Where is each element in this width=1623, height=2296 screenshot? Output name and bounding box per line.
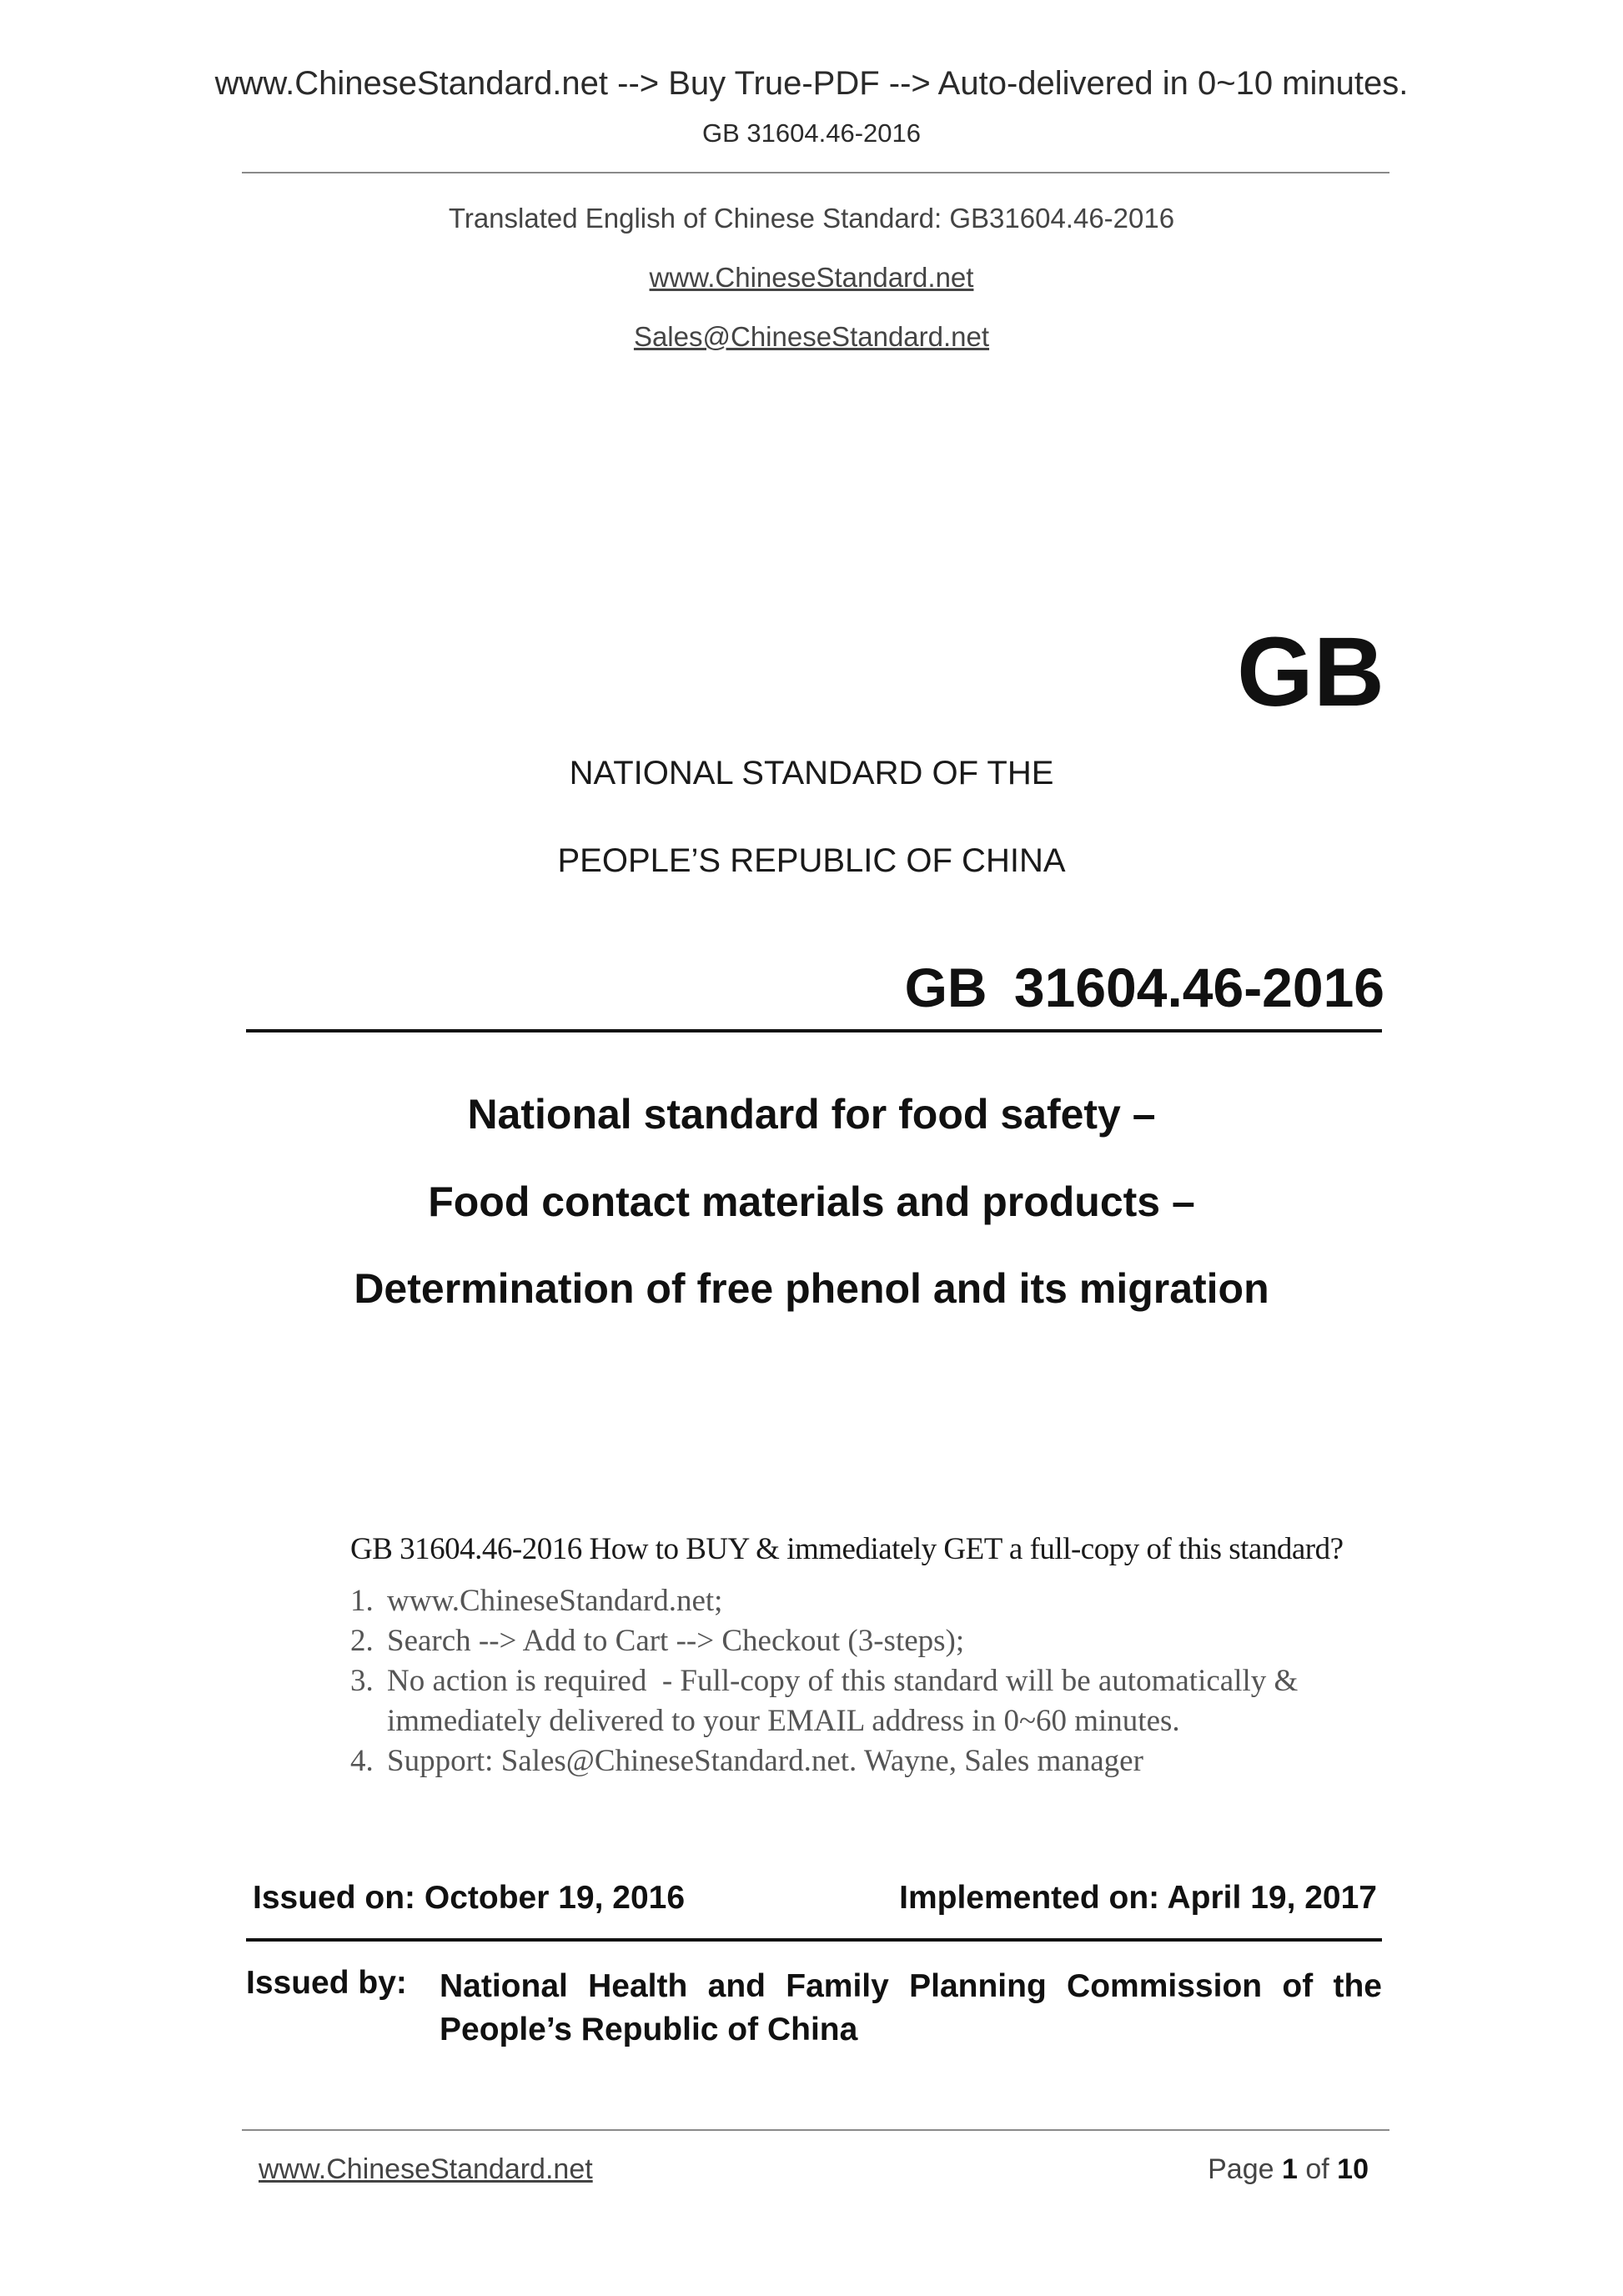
page-prefix: Page [1208,2153,1274,2185]
step-text: Support: Sales@ChineseStandard.net. Wayne, Sales manager [387,1744,1143,1778]
footer-website-link[interactable]: www.ChineseStandard.net [259,2153,593,2185]
standard-code: GB 31604.46-2016 [904,957,1384,1018]
implemented-on-date: Implemented on: April 19, 2017 [899,1880,1377,1916]
buy-steps-list [350,1581,1393,1781]
footer-link-wrap [259,2153,593,2186]
dates-divider [246,1938,1382,1942]
title-line1: National standard for food safety – [467,1091,1156,1138]
buy-step-3 [350,1661,1393,1701]
page-indicator [1084,2153,1369,2186]
step-text: www.ChineseStandard.net; [387,1584,723,1618]
issued-by-label: Issued by: [246,1965,407,2001]
buy-step-1 [350,1581,1393,1621]
website-link-wrap [0,262,1623,294]
step-text: No action is required - Full-copy of this standard will be automatically & [387,1664,1299,1698]
header-doc-code: GB 31604.46-2016 [702,118,921,148]
email-link[interactable]: Sales@ChineseStandard.net [633,321,990,352]
code-divider [246,1029,1382,1032]
header-divider [242,172,1389,173]
translated-line: Translated English of Chinese Standard: GB31604.46-2016 [448,203,1175,234]
issuer-line2: People’s Republic of China [440,2012,858,2047]
step-number: 4. [350,1744,374,1778]
issuer-line1: National Health and Family Planning Commission of the [440,1968,1382,2004]
header-banner: www.ChineseStandard.net --> Buy True-PDF --> Auto-delivered in 0~10 minutes. [214,65,1409,102]
national-standard-line2: PEOPLE’S REPUBLIC OF CHINA [557,842,1066,879]
title-line3: Determination of free phenol and its migration [354,1265,1269,1312]
page-total: 10 [1337,2153,1369,2185]
title-line2: Food contact materials and products – [428,1178,1195,1225]
page-current: 1 [1281,2153,1298,2185]
page-of: of [1305,2153,1329,2185]
national-standard-line1: NATIONAL STANDARD OF THE [569,755,1054,791]
footer-divider [242,2129,1389,2131]
gb-mark: GB [1237,617,1384,727]
buy-step-3-continued: immediately delivered to your EMAIL address in 0~60 minutes. [387,1704,1180,1738]
step-number: 2. [350,1624,374,1658]
buy-step-4 [350,1741,1393,1781]
step-text: Search --> Add to Cart --> Checkout (3-steps); [387,1624,965,1658]
step-number: 1. [350,1584,374,1618]
buy-heading: GB 31604.46-2016 How to BUY & immediately GET a full-copy of this standard? [350,1532,1344,1566]
issued-on-date: Issued on: October 19, 2016 [253,1880,686,1916]
issued-by-text [440,1965,1382,2052]
buy-step-2 [350,1621,1393,1661]
email-link-wrap [0,321,1623,353]
website-link[interactable]: www.ChineseStandard.net [649,262,974,293]
step-number: 3. [350,1664,374,1698]
